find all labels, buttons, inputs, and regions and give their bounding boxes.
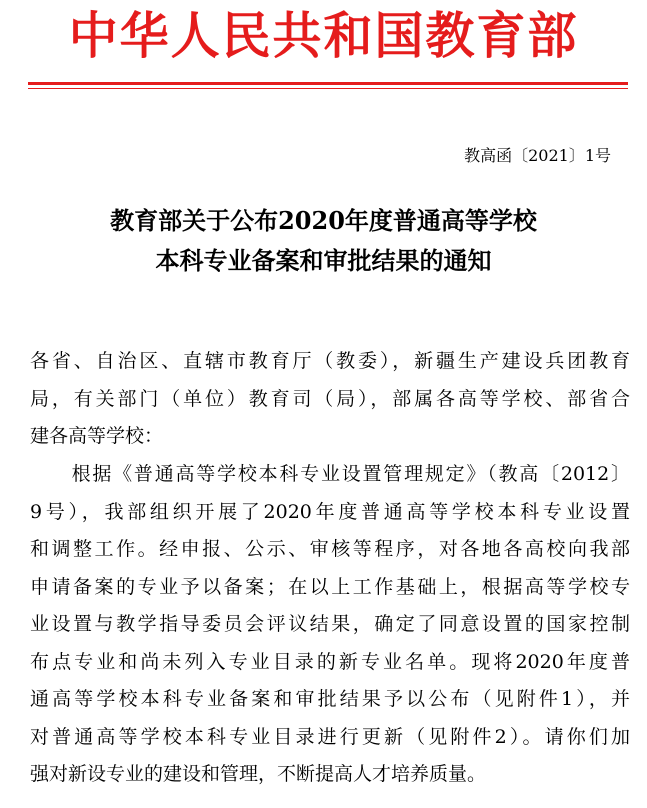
paragraph-line: 布点专业和尚未列入专业目录的新专业名单。现将2020年度普 <box>30 650 630 673</box>
paragraph-line: 根据《普通高等学校本科专业设置管理规定》（教高〔2012〕 <box>30 463 630 485</box>
paragraph-line: 对普通高等学校本科专业目录进行更新（见附件2）。请你们加 <box>30 725 630 748</box>
document-number: 教高函〔2021〕1号 <box>464 146 611 165</box>
masthead-title: 中华人民共和国教育部 <box>68 7 579 65</box>
notice-title-line-2: 本科专业备案和审批结果的通知 <box>155 246 492 275</box>
addressee-block <box>30 343 630 456</box>
paragraph-line: 业设置与教学指导委员会评议结果，确定了同意设置的国家控制 <box>30 613 630 635</box>
body-paragraph <box>30 456 630 794</box>
masthead-rule-thick <box>28 82 628 85</box>
notice-title-line-1: 教育部关于公布2020年度普通高等学校 <box>110 206 537 235</box>
addressee-line: 各省、自治区、直辖市教育厅（教委），新疆生产建设兵团教育 <box>30 350 630 372</box>
masthead-rule-thin <box>28 88 628 89</box>
paragraph-line: 申请备案的专业予以备案；在以上工作基础上，根据高等学校专 <box>30 575 630 598</box>
addressee-line: 建各高等学校： <box>30 425 164 447</box>
paragraph-line: 和调整工作。经申报、公示、审核等程序，对各地各高校向我部 <box>30 538 630 560</box>
paragraph-line: 通高等学校本科专业备案和审批结果予以公布（见附件1），并 <box>30 688 630 710</box>
addressee-line: 局，有关部门（单位）教育司（局），部属各高等学校、部省合 <box>30 387 630 410</box>
paragraph-line: 9号），我部组织开展了2020年度普通高等学校本科专业设置 <box>30 500 630 523</box>
paragraph-line: 强对新设专业的建设和管理，不断提高人才培养质量。 <box>30 763 487 785</box>
